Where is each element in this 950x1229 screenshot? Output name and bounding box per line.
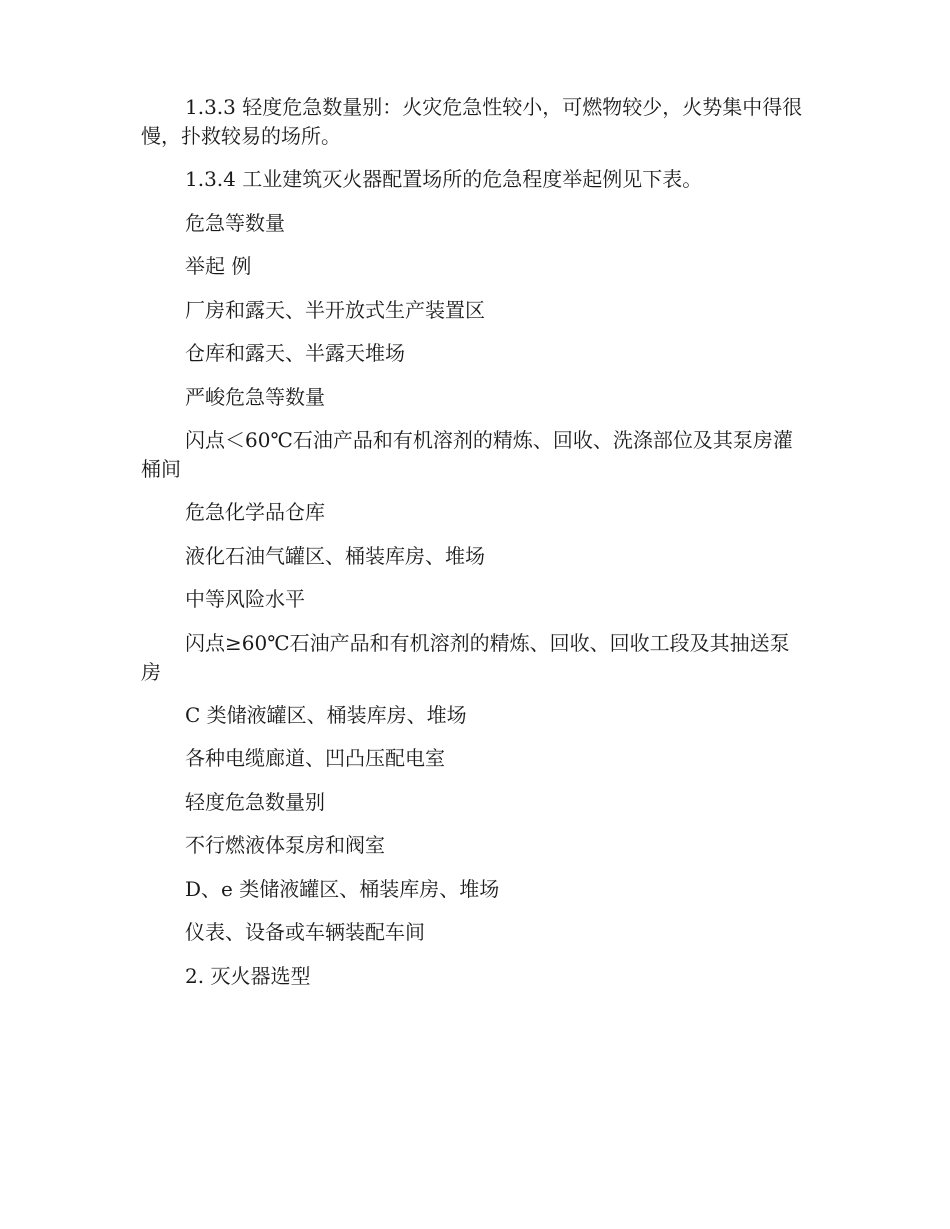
paragraph-1-3-4: 1.3.4 工业建筑灭火器配置场所的危急程度举起例见下表。 [185, 167, 703, 191]
level-severe: 严峻危急等数量 [185, 384, 325, 409]
severe-warehouse-example-2: 液化石油气罐区、桶装库房、堆场 [185, 543, 485, 568]
severe-factory-example: 闪点＜60℃石油产品和有机溶剂的精炼、回收、洗涤部位及其泵房灌桶间 [141, 428, 793, 481]
level-light: 轻度危急数量别 [185, 789, 325, 814]
medium-warehouse-example-1: C 类储液罐区、桶装库房、堆场 [185, 702, 467, 727]
paragraph-1-3-3: 1.3.3 轻度危急数量别：火灾危急性较小，可燃物较少，火势集中得很慢，扑救较易的场所。 [141, 95, 803, 148]
table-header-factory: 厂房和露天、半开放式生产装置区 [185, 297, 485, 322]
light-factory-example: 不行燃液体泵房和阀室 [185, 833, 385, 857]
light-warehouse-example-1: D、e 类储液罐区、桶装库房、堆场 [185, 876, 500, 901]
document-body [141, 93, 809, 1005]
level-medium: 中等风险水平 [185, 587, 305, 611]
light-warehouse-example-2: 仪表、设备或车辆装配车间 [185, 920, 425, 944]
medium-warehouse-example-2: 各种电缆廊道、凹凸压配电室 [185, 746, 445, 770]
medium-factory-example: 闪点≥60℃石油产品和有机溶剂的精炼、回收、回收工段及其抽送泵房 [141, 630, 790, 684]
severe-warehouse-example-1: 危急化学品仓库 [185, 500, 325, 524]
table-header-examples: 举起 例 [185, 254, 252, 278]
section-heading-2: 2. 灭火器选型 [185, 963, 311, 988]
table-header-level: 危急等数量 [185, 210, 285, 235]
table-header-warehouse: 仓库和露天、半露天堆场 [185, 341, 405, 365]
